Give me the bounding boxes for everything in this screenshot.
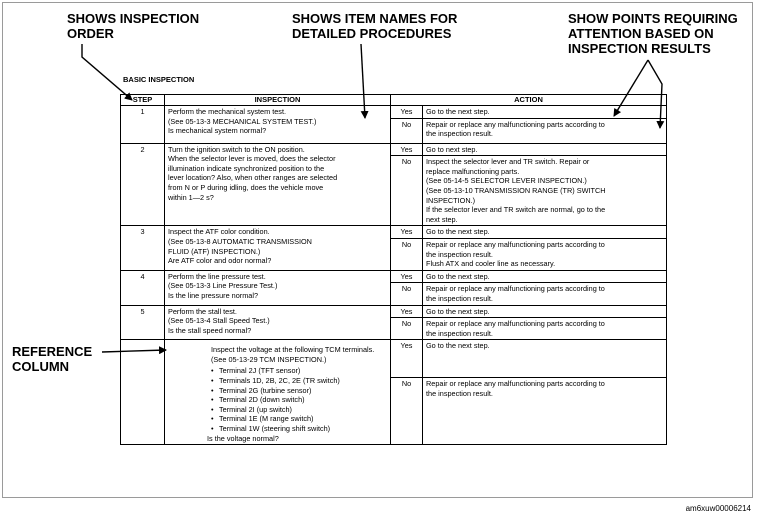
callout-line: ORDER [67,26,114,41]
action-line: the inspection result. [426,388,493,398]
list-item: • Terminal 1E (M range switch) [219,414,387,424]
action-line: Go to the next step. [426,306,490,316]
action-line: Repair or replace any malfunctioning parts according to [426,119,605,129]
step-number: 2 [121,143,165,226]
inspection-line: Perform the line pressure test. [168,271,266,281]
inspection-question: Is the voltage normal? [207,433,279,443]
list-item: • Terminal 1W (steering shift switch) [219,424,387,434]
no-label: No [391,378,423,445]
callout-line: ATTENTION BASED ON [568,26,714,41]
callout-line: INSPECTION RESULTS [568,41,711,56]
list-item: • Terminal 2G (turbine sensor) [219,386,387,396]
yes-label: Yes [391,226,423,239]
action-line: Repair or replace any malfunctioning parts according to [426,319,605,329]
yes-label: Yes [391,305,423,318]
callout-line: DETAILED PROCEDURES [292,26,452,41]
inspection-line: Is the stall speed normal? [168,325,252,335]
inspection-line: Turn the ignition switch to the ON position. [168,144,305,154]
inspection-line: within 1—2 s? [168,192,214,202]
list-item: • Terminal 2D (down switch) [219,395,387,405]
inspection-line: Inspect the ATF color condition. [168,227,270,237]
callout-line: SHOW POINTS REQUIRING [568,11,738,26]
action-line: (See 05-14-5 SELECTOR LEVER INSPECTION.) [426,176,587,186]
inspection-line: When the selector lever is moved, does the selector [168,154,336,164]
inspection-line: (See 05-13-3 Line Pressure Test.) [168,281,278,291]
inspection-line: (See 05-13-8 AUTOMATIC TRANSMISSION [168,236,312,246]
yes-label: Yes [391,270,423,283]
step-number: 4 [121,270,165,305]
action-line: Inspect the selector lever and TR switch. Repair or [426,157,590,167]
callout-line: COLUMN [12,359,70,374]
yes-label: Yes [391,340,423,378]
yes-label: Yes [391,143,423,156]
header-step: STEP [121,95,165,106]
action-line: the inspection result. [426,129,493,139]
arrow-attention-1 [614,60,648,116]
callout-line: SHOWS INSPECTION [67,11,200,26]
inspection-line: FLUID (ATF) INSPECTION.) [168,246,261,256]
inspection-line: lever location? Also, when other ranges are selected [168,173,338,183]
step-number: 3 [121,226,165,270]
action-line: the inspection result. [426,328,493,338]
arrow-reference-column [102,350,166,352]
list-item: • Terminals 1D, 2B, 2C, 2E (TR switch) [219,376,387,386]
inspection-line: (See 05-13-29 TCM INSPECTION.) [211,354,327,364]
action-line: Repair or replace any malfunctioning parts according to [426,379,605,389]
action-line: INSPECTION.) [426,195,476,205]
no-label: No [391,283,423,305]
action-line: Go to the next step. [426,341,490,351]
header-action: ACTION [391,95,667,106]
action-line: the inspection result. [426,249,493,259]
step-number: 5 [121,305,165,340]
inspection-line: from N or P during idling, does the vehicle move [168,182,324,192]
inspection-line: Perform the stall test. [168,306,237,316]
no-label: No [391,318,423,340]
list-item: • Terminal 2I (up switch) [219,405,387,415]
action-line: Go to the next step. [426,107,490,116]
callout-line: SHOWS ITEM NAMES FOR [292,11,458,26]
section-title: BASIC INSPECTION [123,75,195,84]
arrow-item-names [361,44,365,118]
action-line: the inspection result. [426,293,493,303]
step-number: 1 [121,106,165,144]
action-line: Go to next step. [426,144,478,154]
action-line: Repair or replace any malfunctioning parts according to [426,239,605,249]
inspection-line: Are ATF color and odor normal? [168,256,272,266]
inspection-line: Inspect the voltage at the following TCM terminals. [211,345,375,355]
yes-label: Yes [391,106,423,119]
action-line: next step. [426,214,458,224]
list-item: • Terminal 2J (TFT sensor) [219,366,387,376]
no-label: No [391,156,423,226]
action-line: (See 05-13-10 TRANSMISSION RANGE (TR) SWITCH [426,185,606,195]
inspection-line: (See 05-13-4 Stall Speed Test.) [168,316,270,326]
inspection-line: Is the line pressure normal? [168,290,259,300]
inspection-line: (See 05-13-3 MECHANICAL SYSTEM TEST.) [168,116,317,126]
action-line: Repair or replace any malfunctioning parts according to [426,284,605,294]
action-line: Go to the next step. [426,227,490,237]
action-line: If the selector lever and TR switch are normal, go to the [426,205,606,215]
action-line: Go to the next step. [426,271,490,281]
arrow-attention-2 [648,60,662,128]
figure-code: am6xuw00006214 [685,504,751,513]
arrow-inspection-order [82,44,132,100]
inspection-line: Perform the mechanical system test. [168,107,287,116]
no-label: No [391,118,423,143]
inspection-line: illumination indicate synchronized position to the [168,163,325,173]
no-label: No [391,238,423,270]
action-line: replace malfunctioning parts. [426,166,520,176]
inspection-line: Is mechanical system normal? [168,126,267,136]
action-line: Flush ATX and cooler line as necessary. [426,259,556,269]
header-inspection: INSPECTION [165,95,391,106]
callout-line: REFERENCE [12,344,93,359]
